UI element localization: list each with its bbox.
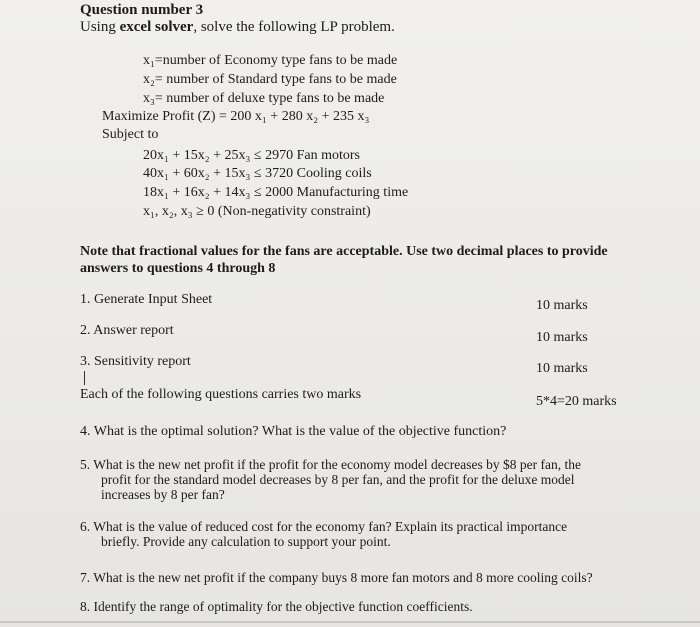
question-5-line-2: profit for the standard model decreases by 8 per fan, and the profit for the deluxe model (101, 472, 575, 487)
two-marks-total: 5*4=20 marks (536, 394, 617, 409)
two-marks-note: Each of the following questions carries two marks (80, 387, 362, 402)
note-line-1: Note that fractional values for the fans are acceptable. Use two decimal places to provide (80, 244, 608, 259)
objective-function: Maximize Profit (Z) = 200 x₁ + 280 x₂ + 235 x₃ (102, 109, 370, 124)
constraint-non-negativity: x₁, x₂, x₃ ≥ 0 (Non-negativity constraint) (143, 204, 371, 219)
question-8: 8. Identify the range of optimality for the objective function coefficients. (80, 599, 473, 614)
constraint-manufacturing-time: 18x₁ + 16x₂ + 14x₃ ≤ 2000 Manufacturing time (143, 185, 409, 200)
constraint-cooling-coils: 40x₁ + 60x₂ + 15x₃ ≤ 3720 Cooling coils (143, 166, 372, 181)
var-def-x1: x₁=number of Economy type fans to be made (143, 53, 398, 68)
question-7: 7. What is the new net profit if the company buys 8 more fan motors and 8 more cooling coils? (80, 570, 593, 585)
question-5-line-3: increases by 8 per fan? (101, 487, 225, 502)
page-bottom-edge (0, 621, 700, 623)
task-1-text: 1. Generate Input Sheet (80, 292, 213, 307)
task-2-marks: 10 marks (536, 330, 588, 345)
task-3-text: 3. Sensitivity report (80, 354, 191, 369)
question-6-line-2: briefly. Provide any calculation to support your point. (101, 534, 391, 549)
task-2-text: 2. Answer report (80, 323, 174, 338)
var-def-x3: x₃= number of deluxe type fans to be made (143, 91, 385, 106)
task-3-marks: 10 marks (536, 361, 588, 376)
question-4: 4. What is the optimal solution? What is the value of the objective function? (80, 424, 507, 439)
question-6-line-1: 6. What is the value of reduced cost for the economy fan? Explain its practical importance (80, 519, 568, 534)
text-cursor (84, 371, 85, 385)
question-heading: Question number 3 (80, 2, 204, 18)
note-line-2: answers to questions 4 through 8 (80, 261, 276, 276)
instruction: Using excel solver, solve the following LP problem. (80, 19, 395, 35)
subject-to-label: Subject to (102, 127, 159, 142)
constraint-fan-motors: 20x₁ + 15x₂ + 25x₃ ≤ 2970 Fan motors (143, 148, 361, 163)
task-1-marks: 10 marks (536, 298, 588, 313)
var-def-x2: x₂= number of Standard type fans to be made (143, 72, 397, 87)
question-5-line-1: 5. What is the new net profit if the profit for the economy model decreases by $8 per fan, the (80, 457, 581, 472)
